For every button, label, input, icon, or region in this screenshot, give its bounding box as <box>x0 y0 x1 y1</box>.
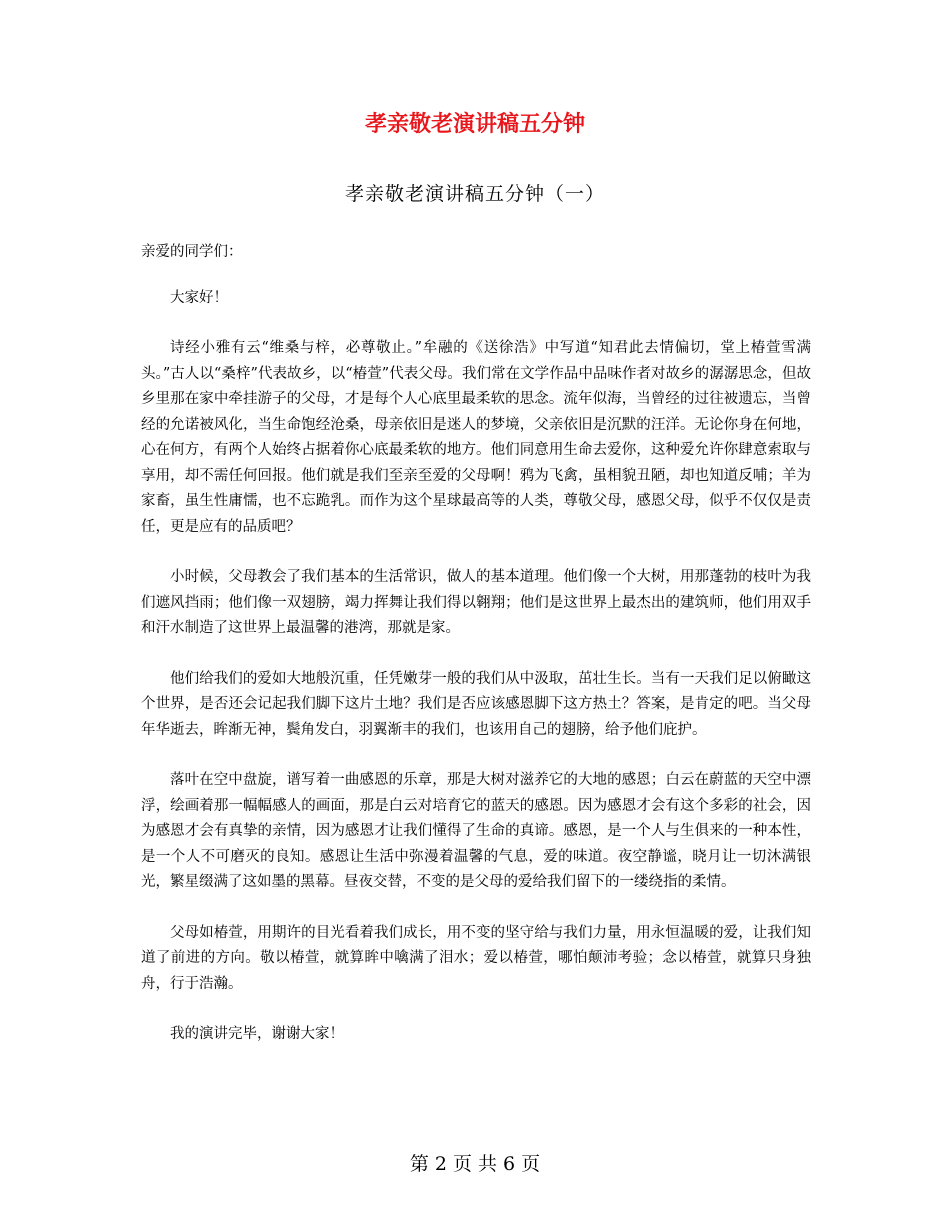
document-body <box>141 240 811 1073</box>
closing-line: 我的演讲完毕，谢谢大家！ <box>170 1026 344 1042</box>
paragraph: 诗经小雅有云“维桑与梓，必尊敬止。”牟融的《送徐浩》中写道“知君此去情偏切，堂上椿萱雪满头。”古人以“桑梓”代表故乡，以“椿萱”代表父母。我们常在文学作品中品味作者对故乡的潺潺思念，但故乡里那在家中牵挂游子的父母，才是每个人心底里最柔软的思念。流年似海，当曾经的过往被遗忘，当曾经的允诺被风化，当生命饱经沧桑，母亲依旧是迷人的梦境，父亲依旧是沉默的汪洋。无论你身在何地，心在何方，有两个人始终占据着你心底最柔软的地方。他们同意用生命去爱你，这种爱允许你肆意索取与享用，却不需任何回报。他们就是我们至亲至爱的父母啊！鸦为飞禽，虽相貌丑陋，却也知道反哺；羊为家畜，虽生性庸懦，也不忘跪乳。而作为这个星球最高等的人类，尊敬父母，感恩父母，似乎不仅仅是责任，更是应有的品质吧？ <box>141 340 811 535</box>
section-title: 孝亲敬老演讲稿五分钟（一） <box>344 183 605 205</box>
paragraph: 他们给我们的爱如大地般沉重，任凭嫩芽一般的我们从中汲取，茁壮生长。当有一天我们足以俯瞰这个世界，是否还会记起我们脚下这片土地？我们是否应该感恩脚下这方热土？答案，是肯定的吧。当父母年华逝去，眸渐无神，鬓角发白，羽翼渐丰的我们，也该用自己的翅膀，给予他们庇护。 <box>141 670 811 738</box>
salutation: 亲爱的同学们： <box>141 244 243 260</box>
paragraph: 父母如椿萱，用期许的目光看着我们成长，用不变的坚守给与我们力量，用永恒温暖的爱，让我们知道了前进的方向。敬以椿萱，就算眸中噙满了泪水；爱以椿萱，哪怕颠沛考验；念以椿萱，就算只身独舟，行于浩瀚。 <box>141 924 811 992</box>
paragraph: 落叶在空中盘旋，谱写着一曲感恩的乐章，那是大树对滋养它的大地的感恩；白云在蔚蓝的天空中漂浮，绘画着那一幅幅感人的画面，那是白云对培育它的蓝天的感恩。因为感恩才会有这个多彩的社会，因为感恩才会有真挚的亲情，因为感恩才让我们懂得了生命的真谛。感恩，是一个人与生俱来的一种本性，是一个人不可磨灭的良知。感恩让生活中弥漫着温馨的气息，爱的味道。夜空静谧，晓月让一切沐满银光，繁星缀满了这如墨的黑幕。昼夜交替，不变的是父母的爱给我们留下的一缕绕指的柔情。 <box>141 772 811 890</box>
page-number-footer: 第 2 页 共 6 页 <box>409 1153 541 1175</box>
greeting: 大家好！ <box>170 289 228 306</box>
document-title: 孝亲敬老演讲稿五分钟 <box>364 112 585 137</box>
paragraph: 小时候，父母教会了我们基本的生活常识，做人的基本道理。他们像一个大树，用那蓬勃的枝叶为我们遮风挡雨；他们像一双翅膀，竭力挥舞让我们得以翱翔；他们是这世界上最杰出的建筑师，他们用双手和汗水制造了这世界上最温馨的港湾，那就是家。 <box>141 569 811 636</box>
